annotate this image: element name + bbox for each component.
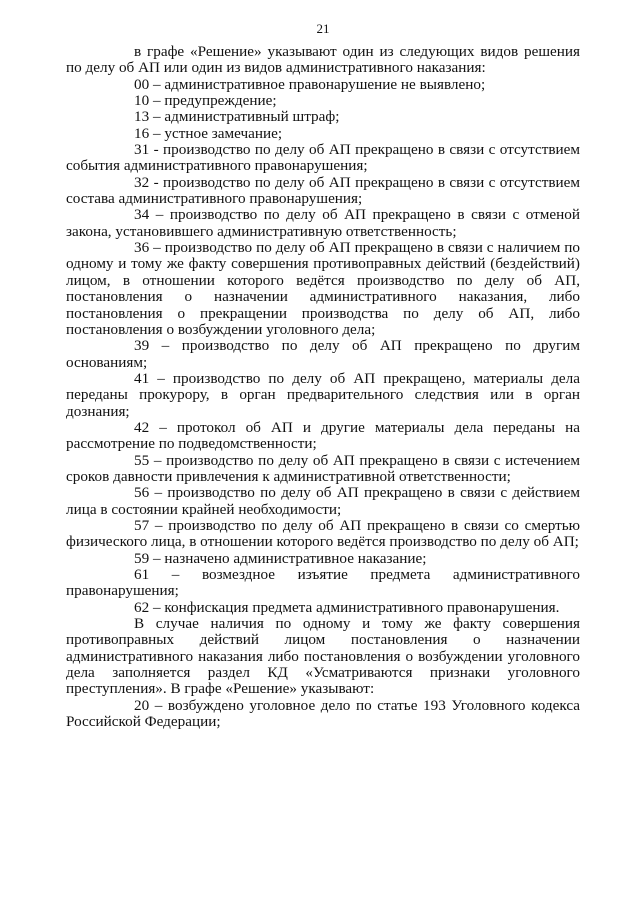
list-item-code-55: 55 – производство по делу об АП прекращено в связи с истечением сроков давности привлечения к административной ответственности; <box>66 451 580 485</box>
list-item-code-32: 32 - производство по делу об АП прекращено в связи с отсутствием состава административного правонарушения; <box>66 173 580 208</box>
list-item-code-31: 31 - производство по делу об АП прекращено в связи с отсутствием события административного правонарушения; <box>66 141 580 175</box>
list-item-code-39: 39 – производство по делу об АП прекращено по другим основаниям; <box>66 337 580 371</box>
paragraph-intro: в графе «Решение» указывают один из следующих видов решения по делу об АП или один из видов административного наказания: <box>66 43 580 77</box>
list-item-code-61: 61 – возмездное изъятие предмета административного правонарушения; <box>66 566 580 600</box>
list-item-code-16: 16 – устное замечание; <box>134 124 283 142</box>
page-number: 21 <box>316 21 330 36</box>
list-item-code-42: 42 – протокол об АП и другие материалы дела переданы на рассмотрение по подведомственности; <box>66 418 580 453</box>
list-item-code-57: 57 – производство по делу об АП прекращено в связи со смертью физического лица, в отношении которого ведётся производство по делу об АП; <box>66 516 580 551</box>
list-item-code-62: 62 – конфискация предмета административного правонарушения. <box>134 598 560 616</box>
list-item-code-20: 20 – возбуждено уголовное дело по статье 193 Уголовного кодекса Российской Федерации; <box>66 696 580 731</box>
paragraph-criminal-case: В случае наличия по одному и тому же факту совершения противоправных действий лицом постановления о назначении административного наказания либо постановления о возбуждении уголовного дела заполняется раздел КД «Усматриваются признаки уголовного преступления». В графе «Решение» указывают: <box>66 615 580 698</box>
list-item-code-34: 34 – производство по делу об АП прекращено в связи с отменой закона, установившего административную ответственность; <box>66 206 580 240</box>
list-item-code-13: 13 – административный штраф; <box>134 108 340 126</box>
list-item-code-36: 36 – производство по делу об АП прекращено в связи с наличием по одному и тому же факту совершения противоправных действий (бездействий) лицом, в отношении которого ведётся производство по делу об АП, постановления о назначении административного наказания, либо постановления о прекращении производства по делу об АП, либо постановления о возбуждении уголовного дела; <box>66 239 580 338</box>
list-item-code-41: 41 – производство по делу об АП прекращено, материалы дела переданы прокурору, в орган предварительного следствия или в орган дознания; <box>66 369 580 420</box>
list-item-code-56: 56 – производство по делу об АП прекращено в связи с действием лица в состоянии крайней необходимости; <box>66 484 580 518</box>
list-item-code-10: 10 – предупреждение; <box>134 92 277 110</box>
list-item-code-59: 59 – назначено административное наказание; <box>134 549 427 567</box>
list-item-code-00: 00 – административное правонарушение не выявлено; <box>134 75 486 93</box>
